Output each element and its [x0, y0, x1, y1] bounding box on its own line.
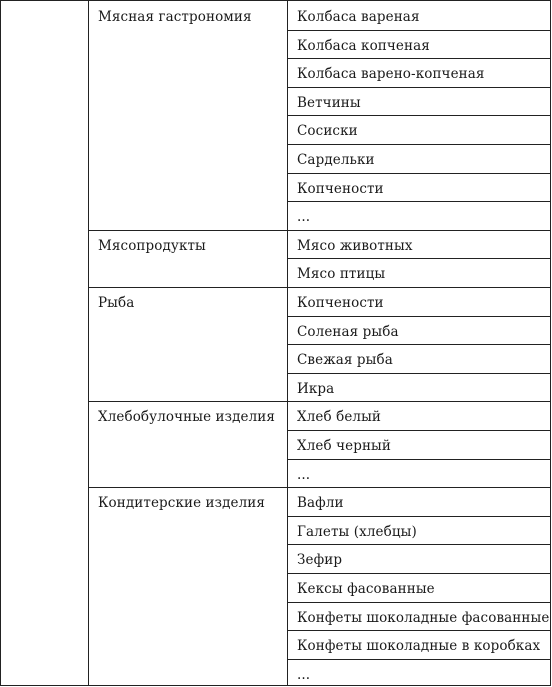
product-item: Вафли: [297, 495, 344, 512]
category-label: Мясопродукты: [98, 237, 206, 254]
row-divider: [287, 630, 550, 631]
row-divider: [287, 30, 550, 31]
row-divider: [287, 344, 550, 345]
category-label: Мясная гастрономия: [98, 9, 252, 25]
row-divider: [287, 373, 550, 374]
product-item: Икра: [297, 380, 335, 397]
category-label: Хлебобулочные изделия: [98, 409, 276, 426]
row-divider: [287, 258, 550, 259]
product-item: ...: [297, 209, 311, 226]
product-item: Конфеты шоколадные фасованные: [297, 609, 550, 626]
row-divider: [287, 459, 550, 460]
row-divider: [287, 544, 550, 545]
product-item: Колбаса вареная: [297, 9, 420, 25]
row-divider: [287, 430, 550, 431]
product-item: ...: [297, 666, 311, 683]
product-item: ...: [297, 466, 311, 483]
row-divider: [287, 58, 550, 59]
product-item: Галеты (хлебцы): [297, 523, 417, 540]
row-divider: [287, 173, 550, 174]
product-item: Соленая рыба: [297, 323, 399, 340]
product-item: Мясо птицы: [297, 266, 386, 283]
row-divider: [287, 573, 550, 574]
group-divider: [88, 287, 550, 288]
product-item: Хлеб черный: [297, 438, 391, 454]
product-item: Конфеты шоколадные в коробках: [297, 638, 541, 655]
row-divider: [287, 87, 550, 88]
product-item: Копчености: [297, 180, 384, 197]
product-item: Копчености: [297, 295, 384, 311]
product-item: Колбаса копченая: [297, 37, 430, 54]
product-item: Колбаса варено-копченая: [297, 66, 485, 83]
group-divider: [88, 487, 550, 488]
product-item: Ветчины: [297, 94, 361, 111]
group-divider: [88, 401, 550, 402]
row-divider: [287, 602, 550, 603]
row-divider: [287, 516, 550, 517]
category-label: Кондитерские изделия: [98, 495, 266, 512]
product-item: Сосиски: [297, 123, 358, 140]
group-divider: [88, 230, 550, 231]
row-divider: [287, 316, 550, 317]
row-divider: [287, 659, 550, 660]
product-item: Кексы фасованные: [297, 581, 435, 597]
column-divider-1: [88, 1, 89, 685]
product-item: Свежая рыба: [297, 352, 393, 369]
product-item: Сардельки: [297, 152, 375, 168]
row-divider: [287, 201, 550, 202]
row-divider: [287, 115, 550, 116]
product-item: Хлеб белый: [297, 409, 382, 426]
product-item: Мясо животных: [297, 237, 413, 254]
product-item: Зефир: [297, 552, 343, 569]
row-divider: [287, 144, 550, 145]
category-label: Рыба: [98, 295, 135, 311]
column-divider-2: [287, 1, 288, 685]
